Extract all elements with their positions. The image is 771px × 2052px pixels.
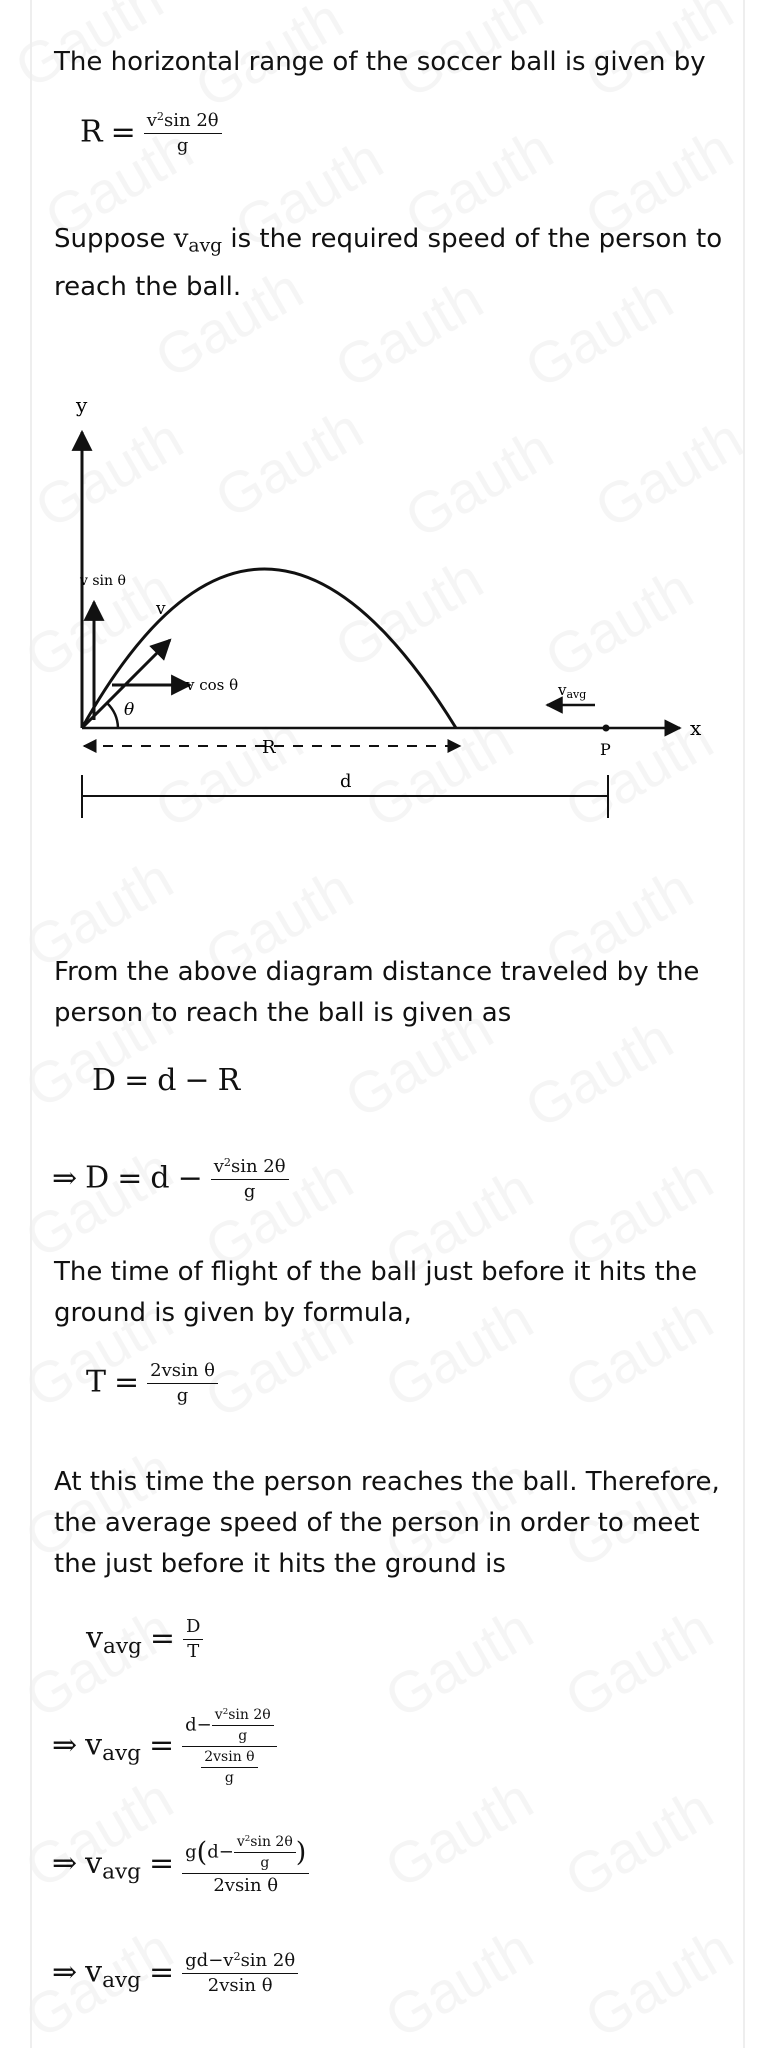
symbol-R: R bbox=[80, 114, 103, 150]
g-symbol: g bbox=[243, 1181, 256, 1202]
square-exponent: 2 bbox=[223, 1155, 231, 1169]
avg-subscript: avg bbox=[102, 1740, 141, 1766]
final-fraction bbox=[182, 1949, 298, 1996]
at-this-time-text: At this time the person reaches the ball. Therefore, the average speed of the person in order to meet the just before it hits the ground is bbox=[54, 1467, 720, 1579]
equals-sign: = bbox=[149, 1954, 175, 1990]
v-symbol: v bbox=[85, 1727, 103, 1763]
implies-sign: ⇒ bbox=[52, 1727, 78, 1763]
symbol-R: R bbox=[217, 1063, 241, 1098]
v-symbol: v bbox=[213, 1156, 224, 1177]
suppose-text bbox=[54, 219, 734, 308]
two-v-sin-theta: 2vsin θ bbox=[207, 1975, 273, 1996]
right-edge-line bbox=[743, 0, 745, 2048]
equals-sign: = bbox=[124, 1063, 150, 1098]
g-symbol: g bbox=[185, 1841, 197, 1863]
square-exponent: 2 bbox=[233, 1949, 241, 1963]
v-symbol: v bbox=[214, 1707, 223, 1723]
y-axis-label: y bbox=[76, 393, 88, 417]
v-avg-formula bbox=[86, 1618, 203, 1661]
minus-sign: − bbox=[196, 1714, 212, 1736]
inner-range-fraction bbox=[234, 1835, 296, 1870]
inner-range-fraction bbox=[212, 1708, 274, 1743]
equals-sign: = bbox=[114, 1364, 140, 1400]
range-fraction bbox=[144, 109, 222, 156]
intro-text: The horizontal range of the soccer ball is given by bbox=[54, 47, 706, 77]
g-symbol: g bbox=[176, 1385, 189, 1406]
symbol-D: D bbox=[92, 1063, 117, 1098]
implies-sign: ⇒ bbox=[52, 1846, 78, 1881]
two-v-sin-theta: 2vsin θ bbox=[201, 1750, 257, 1768]
avg-subscript: avg bbox=[102, 1633, 142, 1659]
d-label: d bbox=[340, 771, 352, 792]
velocity-label: v bbox=[156, 599, 166, 619]
theta-arc bbox=[107, 703, 118, 728]
square-exponent: 2 bbox=[244, 1834, 251, 1845]
compound-fraction bbox=[182, 1708, 277, 1785]
point-P-label: P bbox=[600, 740, 611, 759]
distance-formula bbox=[92, 1063, 241, 1098]
theta-label: θ bbox=[124, 700, 135, 720]
v-symbol: v bbox=[223, 1950, 234, 1971]
sin-2-theta: sin 2θ bbox=[240, 1950, 296, 1971]
square-exponent: 2 bbox=[222, 1707, 229, 1718]
time-formula bbox=[86, 1362, 218, 1405]
equals-sign: = bbox=[110, 114, 136, 150]
avg-subscript: avg bbox=[188, 235, 223, 257]
avg-subscript: avg bbox=[102, 1859, 141, 1885]
minus-sign: − bbox=[218, 1841, 234, 1863]
sin-2-theta: sin 2θ bbox=[164, 110, 219, 131]
x-axis-label: x bbox=[690, 716, 702, 740]
symbol-d: d bbox=[157, 1063, 177, 1098]
symbol-d: d bbox=[185, 1714, 197, 1736]
two-v-sin-theta: 2vsin θ bbox=[147, 1362, 218, 1384]
square-exponent: 2 bbox=[156, 109, 165, 123]
v-symbol: v bbox=[146, 110, 157, 131]
v-avg-simplified-formula bbox=[52, 1835, 309, 1895]
point-P bbox=[603, 725, 610, 732]
range-formula bbox=[80, 109, 222, 156]
range-label: R bbox=[262, 737, 276, 758]
v-symbol: v bbox=[85, 1954, 103, 1990]
suppose-part2: is the required speed of the person to reach the ball. bbox=[54, 224, 723, 302]
projectile-diagram bbox=[60, 390, 720, 830]
symbol-D: D bbox=[85, 1160, 110, 1196]
inner-time-fraction bbox=[201, 1750, 257, 1785]
symbol-T: T bbox=[86, 1364, 107, 1400]
left-paren: ( bbox=[196, 1837, 208, 1868]
g-symbol: g bbox=[176, 135, 189, 156]
v-symbol: v bbox=[173, 224, 189, 254]
gd-symbol: gd bbox=[185, 1950, 209, 1971]
g-times-fraction bbox=[182, 1835, 309, 1895]
d-over-t-fraction bbox=[183, 1618, 203, 1661]
left-edge-line bbox=[30, 0, 32, 2048]
symbol-T: T bbox=[187, 1641, 200, 1662]
from-diagram-text: From the above diagram distance traveled by the person to reach the ball is given as bbox=[54, 957, 700, 1028]
suppose-part1: Suppose bbox=[54, 224, 174, 254]
equals-sign: = bbox=[149, 1846, 175, 1881]
avg-subscript: avg bbox=[102, 1967, 141, 1993]
symbol-D: D bbox=[183, 1618, 203, 1640]
v-cos-theta-label: v cos θ bbox=[186, 676, 239, 694]
two-v-sin-theta: 2vsin θ bbox=[213, 1875, 279, 1896]
v-symbol: v bbox=[236, 1834, 245, 1850]
minus-sign: − bbox=[177, 1160, 203, 1196]
equals-sign: = bbox=[149, 1620, 175, 1656]
symbol-d: d bbox=[150, 1160, 170, 1196]
equals-sign: = bbox=[149, 1727, 175, 1763]
v-avg-sub: avg bbox=[566, 688, 587, 701]
sin-2-theta: sin 2θ bbox=[250, 1834, 293, 1850]
sin-2-theta: sin 2θ bbox=[228, 1707, 271, 1723]
symbol-d: d bbox=[207, 1841, 219, 1863]
v-symbol: v bbox=[86, 1620, 103, 1656]
v-avg-v: v bbox=[558, 681, 567, 699]
range-fraction bbox=[211, 1155, 289, 1202]
g-symbol: g bbox=[260, 1855, 270, 1871]
minus-sign: − bbox=[184, 1063, 210, 1098]
v-avg-label bbox=[557, 681, 586, 701]
equals-sign: = bbox=[117, 1160, 143, 1196]
trajectory-curve bbox=[82, 569, 456, 728]
g-symbol: g bbox=[238, 1728, 248, 1744]
v-avg-inline bbox=[173, 224, 223, 257]
implies-sign: ⇒ bbox=[52, 1160, 78, 1196]
sin-2-theta: sin 2θ bbox=[230, 1156, 286, 1177]
g-symbol: g bbox=[224, 1770, 234, 1786]
v-avg-final-formula bbox=[52, 1949, 298, 1996]
distance-expanded-formula bbox=[52, 1155, 289, 1202]
implies-sign: ⇒ bbox=[52, 1954, 78, 1990]
right-paren: ) bbox=[295, 1837, 307, 1868]
v-sin-theta-label: v sin θ bbox=[80, 573, 126, 589]
v-avg-substituted-formula bbox=[52, 1708, 277, 1785]
v-symbol: v bbox=[85, 1846, 103, 1881]
time-of-flight-text: The time of flight of the ball just before it hits the ground is given by formula, bbox=[54, 1257, 698, 1328]
time-fraction bbox=[147, 1362, 218, 1405]
minus-sign: − bbox=[208, 1950, 224, 1971]
